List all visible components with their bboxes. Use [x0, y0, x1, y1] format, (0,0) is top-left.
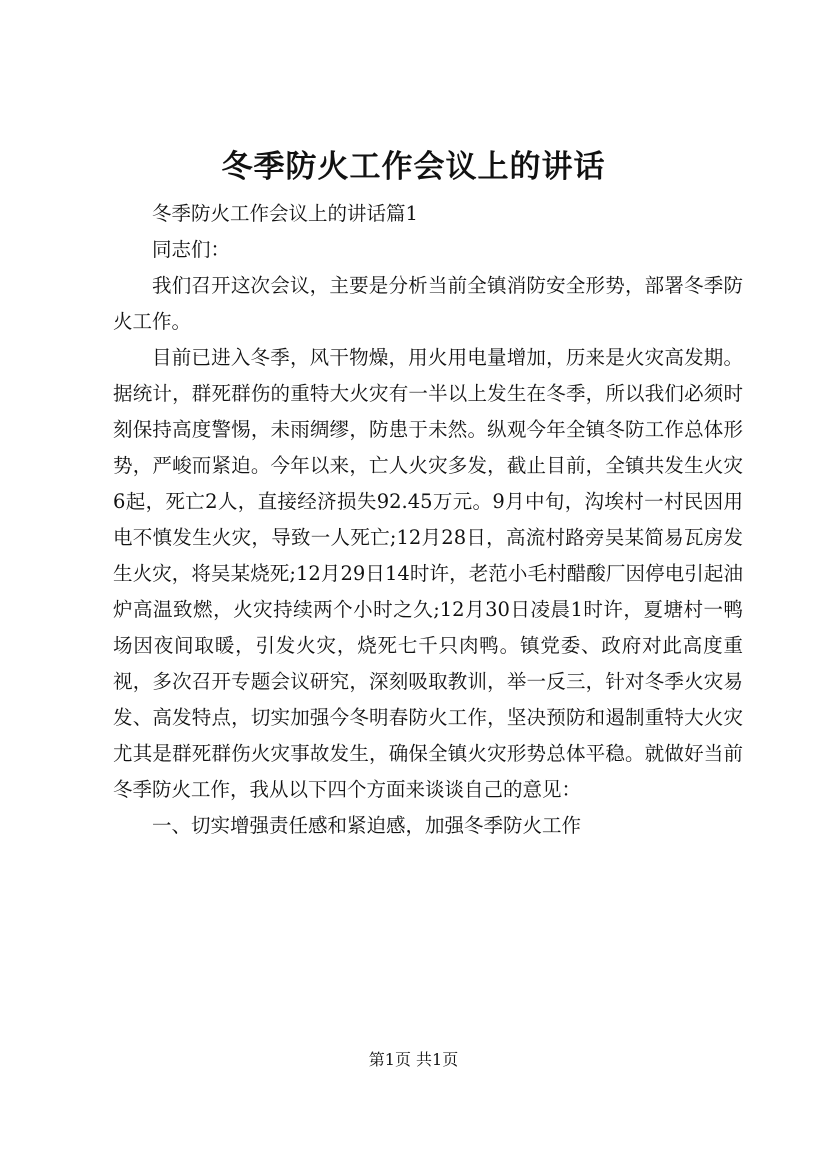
- paragraph: 我们召开这次会议，主要是分析当前全镇消防安全形势，部署冬季防火工作。: [113, 274, 743, 333]
- salutation: 同志们：: [152, 238, 231, 261]
- document-body: [113, 196, 743, 844]
- paragraph: 一、切实增强责任感和紧迫感，加强冬季防火工作: [152, 814, 582, 837]
- page-footer: 第1页 共1页: [368, 1050, 459, 1069]
- page-title: 冬季防火工作会议上的讲话: [221, 149, 606, 185]
- section-subtitle: 冬季防火工作会议上的讲话篇1: [152, 202, 418, 225]
- paragraph: 目前已进入冬季，风干物燥，用火用电量增加，历来是火灾高发期。据统计，群死群伤的重特大火灾有一半以上发生在冬季，所以我们必须时刻保持高度警惕，未雨绸缪，防患于未然。纵观今年全镇冬防工作总体形势，严峻而紧迫。今年以来，亡人火灾多发，截止目前，全镇共发生火灾6起，死亡2人，直接经济损失92.45万元。9月中旬，沟埃村一村民因用电不慎发生火灾，导致一人死亡;12月28日，高流村路旁吴某简易瓦房发生火灾，将吴某烧死;12月29日14时许，老范小毛村醋酸厂因停电引起油炉高温致燃，火灾持续两个小时之久;12月30日凌晨1时许，夏塘村一鸭场因夜间取暖，引发火灾，烧死七千只肉鸭。镇党委、政府对此高度重视，多次召开专题会议研究，深刻吸取教训，举一反三，针对冬季火灾易发、高发特点，切实加强今冬明春防火工作，坚决预防和遏制重特大火灾尤其是群死群伤火灾事故发生，确保全镇火灾形势总体平稳。就做好当前冬季防火工作，我从以下四个方面来谈谈自己的意见：: [113, 346, 743, 801]
